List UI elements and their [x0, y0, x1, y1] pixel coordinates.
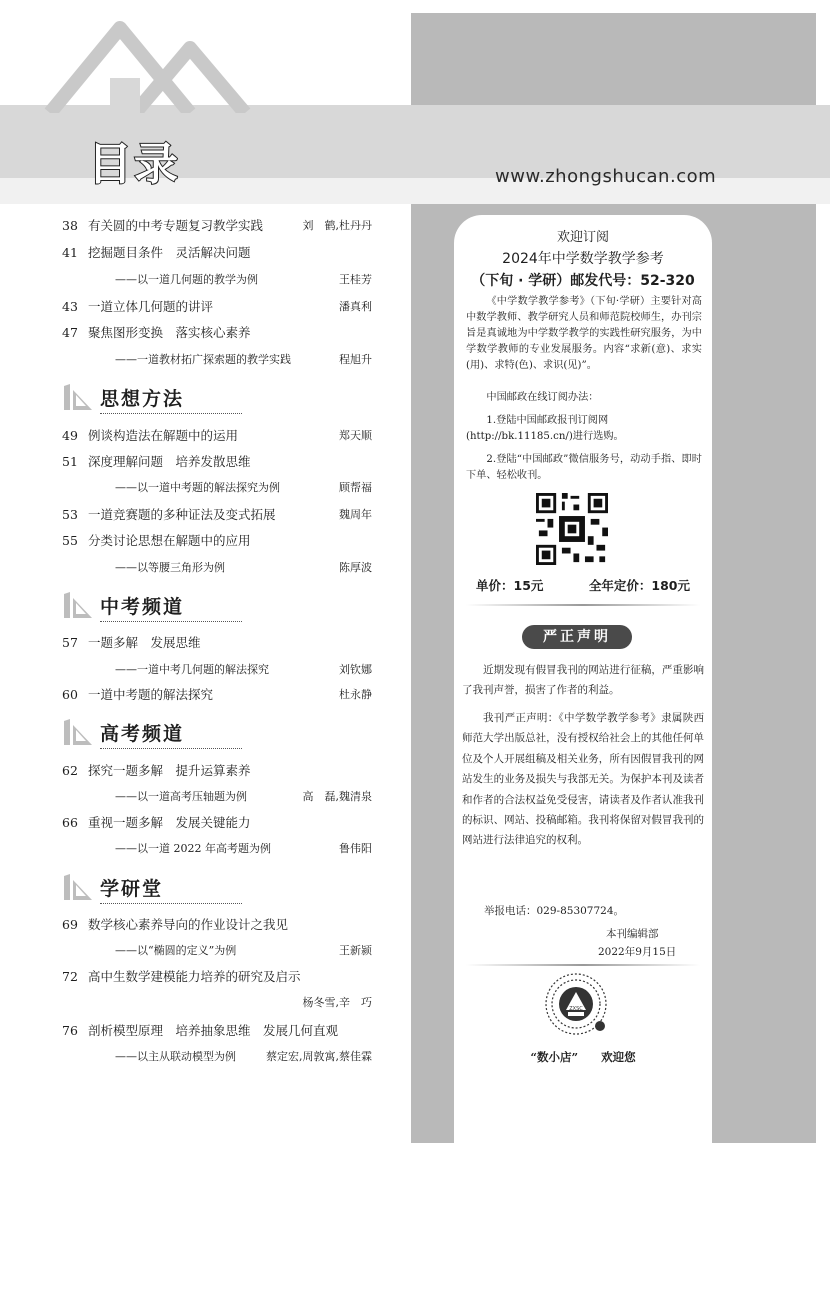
- section-title: 高考频道: [100, 723, 185, 745]
- toc-subtitle: [115, 1047, 372, 1067]
- section-divider: [100, 748, 242, 749]
- page-number: 38: [62, 218, 78, 233]
- toc-subtitle: [115, 558, 372, 578]
- article-title: 高中生数学建模能力培养的研究及启示: [88, 969, 301, 984]
- section-marker-icon: [62, 590, 94, 620]
- toc-entry[interactable]: [62, 684, 372, 706]
- shop-logo-icon[interactable]: [544, 972, 608, 1036]
- toc-entry[interactable]: [62, 812, 372, 834]
- article-subtitle: ——以“椭圆的定义”为例: [115, 944, 237, 957]
- toc-subtitle: [115, 993, 372, 1013]
- section-marker-icon: [62, 382, 94, 412]
- article-subtitle: ——以一道 2022 年高考题为例: [115, 842, 271, 855]
- page-number: 49: [62, 428, 78, 443]
- editorial-dept: 本刊编辑部: [606, 928, 659, 940]
- declaration-date: 2022年9月15日: [598, 946, 677, 958]
- article-title: 数学核心素养导向的作业设计之我见: [88, 917, 289, 932]
- page-number: 43: [62, 299, 78, 314]
- toc-entry[interactable]: [62, 425, 372, 447]
- section-heading: [62, 715, 242, 749]
- article-title: 有关圆的中考专题复习教学实践: [88, 218, 264, 233]
- toc-subtitle: [115, 941, 372, 961]
- article-title: 一道立体几何题的讲评: [88, 299, 214, 314]
- toc-subtitle: [115, 787, 372, 807]
- page-number: 51: [62, 454, 78, 469]
- divider: [466, 964, 700, 966]
- article-author: 魏周年: [339, 508, 372, 521]
- article-subtitle: ——以等腰三角形为例: [115, 561, 225, 574]
- toc-entry[interactable]: [62, 215, 372, 237]
- article-title: 深度理解问题 培养发散思维: [88, 454, 251, 469]
- qr-code-icon[interactable]: [536, 493, 608, 565]
- toc-entry[interactable]: [62, 322, 372, 344]
- toc-subtitle: [115, 839, 372, 859]
- toc-entry[interactable]: [62, 966, 372, 988]
- declaration-paragraph-1: 近期发现有假冒我刊的网站进行征稿，严重影响了我刊声誉，损害了作者的利益。: [462, 664, 704, 697]
- shop-welcome: “数小店” 欢迎您: [530, 1050, 636, 1064]
- section-divider: [100, 621, 242, 622]
- article-title: 探究一题多解 提升运算素养: [88, 763, 251, 778]
- page-number: 55: [62, 533, 78, 548]
- article-author: 刘 鹤,杜丹丹: [302, 219, 372, 232]
- toc-entry[interactable]: [62, 760, 372, 782]
- page-number: 60: [62, 687, 78, 702]
- triangle-decoration-icon: [40, 18, 280, 113]
- magazine-name: 2024年中学数学教学参考: [502, 251, 664, 267]
- section-divider: [100, 903, 242, 904]
- section-marker-icon: [62, 872, 94, 902]
- article-author: 鲁伟阳: [339, 842, 372, 855]
- article-author: 杜永静: [339, 688, 372, 701]
- page-title: 目录: [88, 139, 180, 190]
- subscribe-step-2: 2.登陆“中国邮政”微信服务号，动动手指、即时下单、轻松收刊。: [466, 454, 702, 481]
- annual-price: 全年定价：180元: [588, 578, 690, 593]
- article-author: 蔡定宏,周敦寓,蔡佳霖: [266, 1050, 372, 1063]
- logo-text: ZXSC: [569, 1006, 583, 1012]
- article-author: 顾帮福: [339, 481, 372, 494]
- toc-entry[interactable]: [62, 1020, 372, 1042]
- page-number: 41: [62, 245, 78, 260]
- article-author: 陈厚波: [339, 561, 372, 574]
- toc-subtitle: [115, 660, 372, 680]
- toc-entry[interactable]: [62, 914, 372, 936]
- subscribe-url[interactable]: (http://bk.11185.cn/)进行选购。: [466, 431, 624, 442]
- magazine-intro: 《中学数学教学参考》（下旬·学研）主要针对高中数学教师、教学研究人员和师范院校师生，办刊宗旨是真诚地为中学数学教学的实践性研究服务，为中学数学教师的专业发展服务。内容“求新(意)、求实(用)、求特(色)、求识(见)”。: [466, 296, 702, 371]
- article-subtitle: ——一道中考几何题的解法探究: [115, 663, 269, 676]
- price-row: [468, 576, 698, 594]
- toc-entry[interactable]: [62, 242, 372, 264]
- article-title: 聚焦图形变换 落实核心素养: [88, 325, 251, 340]
- toc-entry[interactable]: [62, 504, 372, 526]
- article-title: 挖掘题目条件 灵活解决问题: [88, 245, 251, 260]
- unit-price: 单价：15元: [476, 578, 544, 593]
- toc-subtitle: [115, 350, 372, 370]
- article-subtitle: ——以一道几何题的教学为例: [115, 273, 258, 286]
- article-author: 高 磊,魏清泉: [302, 790, 372, 803]
- article-title: 一题多解 发展思维: [88, 635, 201, 650]
- article-title: 分类讨论思想在解题中的应用: [88, 533, 251, 548]
- subscribe-step-1: 1.登陆中国邮政报刊订阅网: [486, 415, 609, 426]
- page-number: 69: [62, 917, 78, 932]
- toc-entry[interactable]: [62, 632, 372, 654]
- article-title: 一道竞赛题的多种证法及变式拓展: [88, 507, 276, 522]
- toc-subtitle: [115, 478, 372, 498]
- divider: [466, 604, 700, 606]
- article-title: 例谈构造法在解题中的运用: [88, 428, 239, 443]
- toc-entry[interactable]: [62, 296, 372, 318]
- article-author: 郑天顺: [339, 429, 372, 442]
- article-subtitle: ——以一道高考压轴题为例: [115, 790, 247, 803]
- toc-entry[interactable]: [62, 451, 372, 473]
- section-marker-icon: [62, 717, 94, 747]
- section-heading: [62, 870, 242, 904]
- page-number: 62: [62, 763, 78, 778]
- report-hotline: 举报电话：029-85307724。: [484, 905, 625, 917]
- page-number: 66: [62, 815, 78, 830]
- toc-entry[interactable]: [62, 530, 372, 552]
- article-author: 杨冬雪,辛 巧: [302, 996, 372, 1009]
- website-url[interactable]: www.zhongshucan.com: [495, 166, 717, 187]
- welcome-text: 欢迎订阅: [556, 230, 609, 245]
- postal-code: （下旬 · 学研）邮发代号：52-320: [471, 273, 695, 289]
- section-divider: [100, 413, 242, 414]
- section-heading: [62, 380, 242, 414]
- page-number: 53: [62, 507, 78, 522]
- page-number: 76: [62, 1023, 78, 1038]
- article-subtitle: ——一道教材拓广探索题的教学实践: [115, 353, 291, 366]
- toc-subtitle: [115, 270, 372, 290]
- subscribe-method: 中国邮政在线订阅办法：: [486, 392, 599, 403]
- page-number: 47: [62, 325, 78, 340]
- article-author: 潘真利: [339, 300, 372, 313]
- article-author: 刘钦娜: [339, 663, 372, 676]
- article-title: 重视一题多解 发展关键能力: [88, 815, 251, 830]
- article-author: 王新颍: [339, 944, 372, 957]
- section-title: 思想方法: [100, 388, 185, 410]
- article-author: 程旭升: [339, 353, 372, 366]
- article-title: 一道中考题的解法探究: [88, 687, 214, 702]
- article-subtitle: ——以一道中考题的解法探究为例: [115, 481, 280, 494]
- page-number: 57: [62, 635, 78, 650]
- declaration-paragraph-2: 我刊严正声明：《中学数学教学参考》隶属陕西师范大学出版总社，没有授权给社会上的其他任何单位及个人开展组稿及相关业务，所有因假冒我刊的网站发生的业务及损失与我部无关。为保护本刊及读者和作者的合法权益免受侵害，请读者及作者认准我刊的标识、网站、投稿邮箱。我刊将保留对假冒我刊的网站进行法律追究的权利。: [462, 712, 704, 847]
- declaration-badge: 严正声明: [522, 625, 632, 649]
- article-title: 剖析模型原理 培养抽象思维 发展几何直观: [88, 1023, 339, 1038]
- article-author: 王桂芳: [339, 273, 372, 286]
- section-title: 学研堂: [100, 878, 164, 900]
- page-number: 72: [62, 969, 78, 984]
- article-subtitle: ——以主从联动模型为例: [115, 1050, 236, 1063]
- section-heading: [62, 588, 242, 622]
- section-title: 中考频道: [100, 596, 185, 618]
